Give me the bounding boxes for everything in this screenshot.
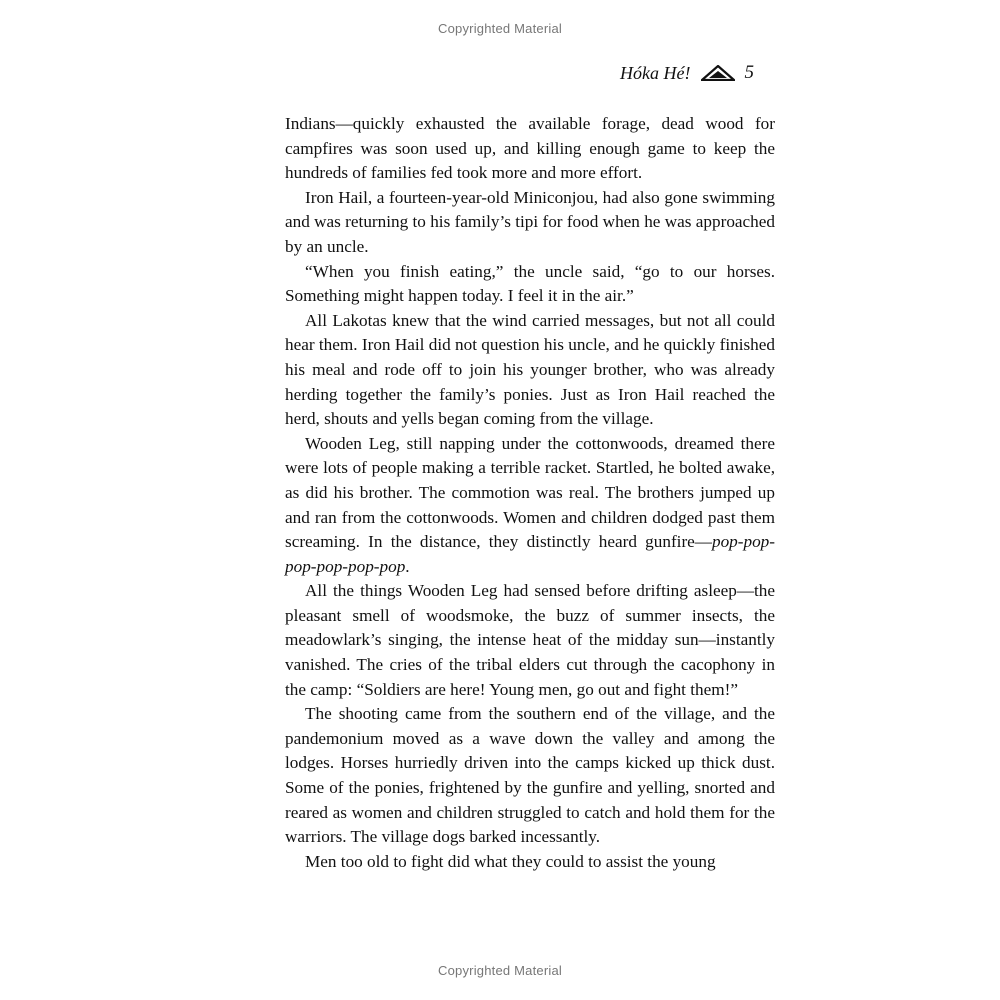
paragraph: Iron Hail, a fourteen-year-old Miniconjou, had also gone swimming and was returning to his family’s tipi for food when he was approached by an uncle. [285, 187, 775, 256]
running-head [620, 62, 754, 84]
paragraph: All the things Wooden Leg had sensed before drifting asleep—the pleasant smell of woodsmoke, the buzz of summer insects, the meadowlark’s singing, the intense heat of the midday sun—instantly vanished. The cries of the tribal elders cut through the cacophony in the camp: “Soldiers are here! Young men, go out and fight them!” [285, 581, 775, 699]
body-text [285, 112, 775, 874]
paragraph: “When you finish eating,” the uncle said, “go to our horses. Something might happen today. I feel it in the air.” [285, 261, 775, 306]
tipi-ornament-icon [701, 65, 735, 81]
paragraph: Men too old to fight did what they could to assist the young [305, 851, 716, 871]
watermark-bottom: Copyrighted Material [438, 963, 562, 978]
running-head-title: Hóka Hé! [620, 62, 691, 83]
paragraph: All Lakotas knew that the wind carried messages, but not all could hear them. Iron Hail did not question his uncle, and he quickly finished his meal and rode off to join his younger brother, who was already herding together the family’s ponies. Just as Iron Hail reached the herd, shouts and yells began coming from the village. [285, 310, 775, 429]
watermark-top: Copyrighted Material [438, 21, 562, 36]
paragraph [285, 432, 775, 580]
page-number: 5 [744, 62, 754, 83]
paragraph-italic-text: pop-pop-pop-pop-pop-pop [285, 532, 775, 576]
paragraph-text: Wooden Leg, still napping under the cottonwoods, dreamed there were lots of people making a terrible racket. Startled, he bolted awake, as did his brother. The commotion was real. The brothers jumped up and ran from the cottonwoods. Women and children dodged past them screaming. In the distance, they distinctly heard gunfire— [285, 433, 775, 552]
paragraph: The shooting came from the southern end of the village, and the pandemonium moved as a wave down the valley and among the lodges. Horses hurriedly driven into the camps kicked up thick dust. Some of the ponies, frightened by the gunfire and yelling, snorted and reared as women and children struggled to catch and hold them for the warriors. The village dogs barked incessantly. [285, 704, 775, 847]
paragraph: Indians—quickly exhausted the available forage, dead wood for campfires was soon used up, and killing enough game to keep the hundreds of families fed took more and more effort. [285, 114, 775, 183]
paragraph-text: . [405, 556, 410, 576]
